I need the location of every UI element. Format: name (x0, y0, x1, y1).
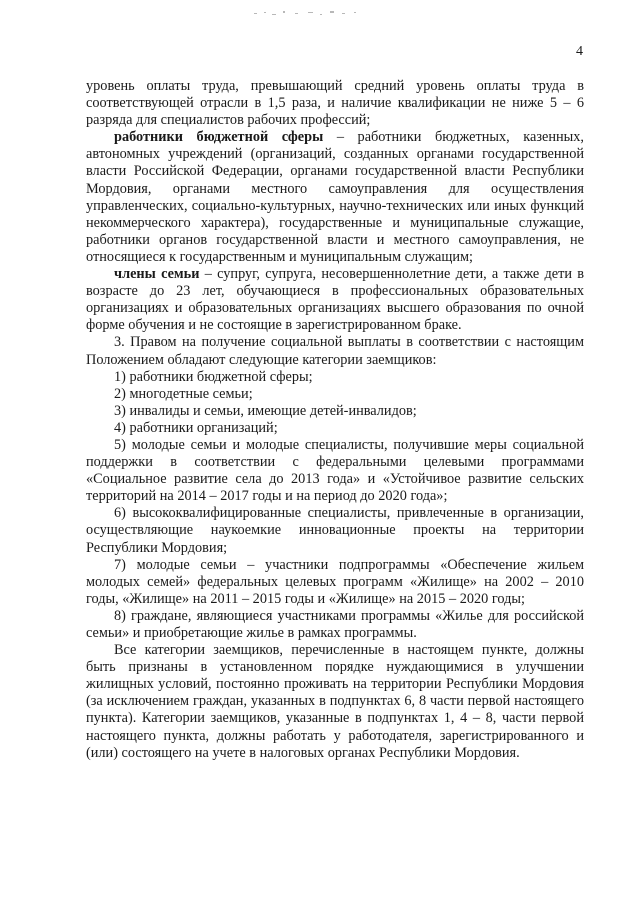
list-item: 4) работники организаций; (114, 419, 278, 436)
list-item: 7) молодые семьи – участники подпрограммы «Обеспечение жильем молодых семей» федеральных целевых программ «Жилище» на 2002 – 2010 годы, «Жилище» на 2011 – 2015 годы и «Жилище» на 2015 – 2020 годы; (86, 556, 584, 607)
definition-family-members: – супруг, супруга, несовершеннолетние дети, а также дети в возрасте до 23 лет, обучающиеся в профессиональных образовательных организациях и образовательных организациях высшего образования по очной форме обучения и не состоящие в зарегистрированном браке. (86, 266, 585, 334)
paragraph-eligibility: 3. Правом на получение социальной выплаты в соответствии с настоящим Положением обладают следующие категории заемщиков: (86, 334, 584, 368)
paragraph-family-members (86, 266, 584, 334)
paragraph-requirements: Все категории заемщиков, перечисленные в настоящем пункте, должны быть признаны в установленном порядке нуждающимися в улучшении жилищных условий, постоянно проживать на территории Республики Мордовия (за исключением граждан, указанных в подпунктах 6, 8 части первой настоящего пункта). Категории заемщиков, указанные в подпунктах 1, 4 – 8, части первой настоящего пункта, должны работать у работодателя, зарегистрированного и (или) состоящего на учете в налоговых органах Республики Мордовия. (86, 642, 584, 761)
term-public-sector-workers: работники бюджетной сферы (114, 129, 324, 146)
page-number: 4 (576, 44, 583, 59)
term-family-members: члены семьи (114, 266, 200, 283)
scan-artifact (250, 8, 370, 18)
list-item: 8) граждане, являющиеся участниками программы «Жилье для российской семьи» и приобретающие жилье в рамках программы. (86, 607, 584, 641)
document-body (86, 78, 584, 762)
list-item: 2) многодетные семьи; (114, 385, 253, 402)
list-item: 3) инвалиды и семьи, имеющие детей-инвалидов; (114, 402, 417, 419)
paragraph-wage-level: уровень оплаты труда, превышающий средний уровень оплаты труда в соответствующей отрасли в 1,5 раза, и наличие квалификации не ниже 5 – 6 разряда для специалистов рабочих профессий; (86, 78, 584, 129)
list-item: 5) молодые семьи и молодые специалисты, получившие меры социальной поддержки в соответствии с федеральными целевыми программами «Социальное развитие села до 2013 года» и «Устойчивое развитие сельских территорий на 2014 – 2017 годы и на период до 2020 года»; (86, 436, 584, 505)
paragraph-public-sector-workers (86, 129, 584, 266)
definition-public-sector-workers: – работники бюджетных, казенных, автономных учреждений (организаций, созданных органами государственной власти Российской Федерации, органами государственной власти Республики Мордовия, органами местного самоуправления для осуществления управленческих, социально-культурных, научно-технических или иных функций некоммерческого характера), государственные и муниципальные служащие, работники органов государственной власти и местного самоуправления, не относящиеся к государственным и муниципальным служащим; (86, 129, 584, 265)
list-item: 6) высококвалифицированные специалисты, привлеченные в организации, осуществляющие наукоемкие инновационные проекты на территории Республики Мордовия; (86, 505, 584, 556)
list-item: 1) работники бюджетной сферы; (114, 368, 313, 385)
